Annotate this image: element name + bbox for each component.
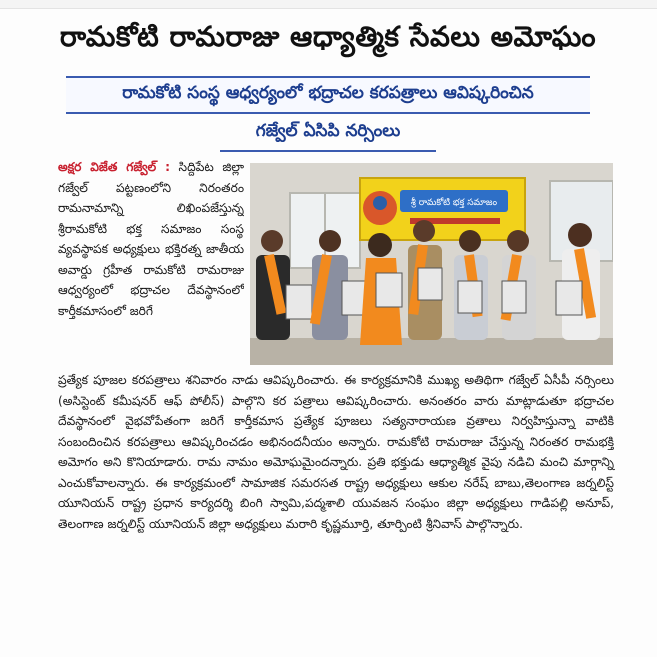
subheadline-line-2: గజ్వేల్ ఏసిపి నర్సింలు bbox=[220, 116, 436, 152]
body-text-bottom: ప్రత్యేక పూజల కరపత్రాలు శనివారం నాడు ఆవిష్కరించారు. ఈ కార్యక్రమానికి ముఖ్య అతిథిగా గజ్వేల్ ఏసీపీ నర్సింలు (అసిస్టెంట్ కమీషనర్ ఆఫ్ పోలీస్) పాల్గొని కర పత్రాలు ఆవిష్కరించారు. అనంతరం వారు మాట్లాడుతూ భద్రాచల దేవస్థానంలో వైభవోపేతంగా జరిగే కార్తీకమాస ప్రత్యేక పూజలు సత్యనారాయణ వ్రతాలు నిర్వహిస్తున్నా వాటికి సంబందించిన కరపత్రాలు ఆవిష్కరించడం అభినందనీయం అన్నారు. రామకోటి రామరాజు చేస్తున్న నిరంతర రామభక్తి అమోగం అని కొనియాడారు. రామ నామం అమోఘమైందన్నారు. ప్రతి భక్తుడు ఆధ్యాత్మిక వైపు నడిచి మంచి మార్గాన్ని ఎంచుకోవాలన్నారు. ఈ కార్యక్రమంలో సామాజిక సమరసత రాష్ట్ర అధ్యక్షులు ఆకుల నరేష్ బాబు,తెలంగాణ జర్నలిస్ట్ యూనియన్ రాష్ట్ర ప్రధాన కార్యదర్శి బింగి స్వామి,పద్మశాలి యువజన సంఘం జిల్లా అధ్యక్షులు గాడిపల్లి అనూప్, తెలంగాణ జర్నలిస్ట్ యూనియన్ జిల్లా అధ్యక్షులు మరారి కృష్ణమూర్తి, తూర్పింటి శ్రీనివాస్ పాల్గొన్నారు. bbox=[58, 373, 614, 531]
news-photo bbox=[250, 163, 613, 365]
banner-text: శ్రీ రామకోటి భక్త సమాజం bbox=[410, 198, 498, 208]
article-body-left-column bbox=[58, 157, 244, 369]
body-text-left: సిద్దిపేట జిల్లా గజ్వేల్ పట్టణంలోని నిరంతరం రామనామాన్ని లిఖింపజేస్తున్న శ్రీరామకోటి భక్త సమాజం సంస్థ వ్యవస్థాపక అధ్యక్షులు భక్తిరత్న జాతీయ అవార్డు గ్రహీత రామకోటి రామరాజు ఆధ్వర్యంలో భద్రాచల దేవస్థానంలో కార్తీకమాసంలో జరిగే bbox=[58, 160, 244, 318]
subheadline-line-1: రామకోటి సంస్థ ఆధ్వర్యంలో భద్రాచల కరపత్రాలు ఆవిష్కరించిన bbox=[66, 76, 590, 114]
photo-illustration bbox=[250, 163, 613, 365]
article-body-full-width bbox=[58, 370, 614, 630]
page-top-edge bbox=[0, 0, 657, 9]
dateline: అక్షర విజేత గజ్వేల్ : bbox=[58, 160, 170, 174]
headline: రామకోటి రామరాజు ఆధ్యాత్మిక సేవలు అమోఘం bbox=[59, 20, 597, 53]
